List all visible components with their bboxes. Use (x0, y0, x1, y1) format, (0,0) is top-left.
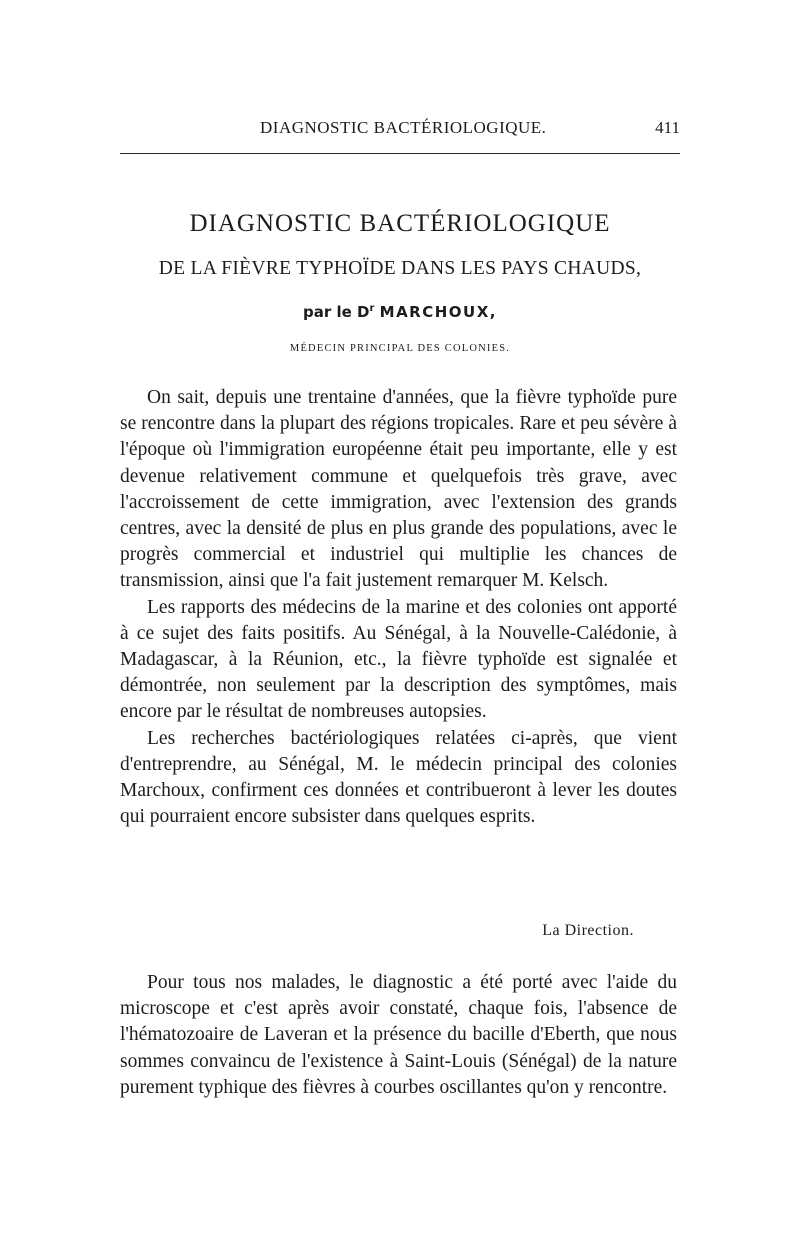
author-affiliation: MÉDECIN PRINCIPAL DES COLONIES. (289, 343, 511, 354)
main-text (120, 970, 677, 1101)
author-prefix: par le D (303, 303, 370, 321)
paragraph: Les rapports des médecins de la marine et des colonies ont apporté à ce sujet des faits positifs. Au Sénégal, à la Nouvelle-Calédonie, à Madagascar, à la Réunion, etc., la fièvre typhoïde est signalée et démontrée, non seulement par la description des symptômes, mais encore par le résultat de nombreuses autopsies. (120, 596, 677, 723)
header-rule (120, 153, 680, 154)
author-line (0, 303, 800, 321)
paragraph: Les recherches bactériologiques relatées ci-après, que vient d'entreprendre, au Sénégal, M. le médecin principal des colonies Marchoux, confirment ces données et contribueront à lever les doutes qui pourraient encore subsister dans quelques esprits. (120, 727, 677, 828)
running-title: DIAGNOSTIC BACTÉRIOLOGIQUE. (260, 118, 547, 137)
paragraph: Pour tous nos malades, le diagnostic a été porté avec l'aide du microscope et c'est après avoir constaté, chaque fois, l'absence de l'hématozoaire de Laveran et la présence du bacille d'Eberth, que nous sommes convaincu de l'existence à Saint-Louis (Sénégal) de la nature purement typhique des fièvres à courbes oscillantes qu'on y rencontre. (120, 972, 677, 1098)
page-number: 411 (655, 118, 680, 137)
running-header (120, 118, 680, 142)
author-prefix-superscript: r (369, 303, 375, 314)
paragraph: On sait, depuis une trentaine d'années, que la fièvre typhoïde pure se rencontre dans la plupart des régions tropicales. Rare et peu sévère à l'époque où l'immigration européenne était peu importante, elle y est devenue relativement commune et quelquefois très grave, avec l'accroissement de cette immigration, avec l'extension des grands centres, avec la densité de plus en plus grande des populations, avec le progrès commercial et industriel qui multiplie les chances de transmission, ainsi que l'a fait justement remarquer M. Kelsch. (120, 387, 677, 592)
intro-text (120, 385, 677, 830)
article-title: DIAGNOSTIC BACTÉRIOLOGIQUE (189, 210, 611, 237)
editor-signature: La Direction. (542, 922, 634, 939)
author-name: MARCHOUX, (379, 303, 497, 321)
article-subtitle: DE LA FIÈVRE TYPHOÏDE DANS LES PAYS CHAUDS, (158, 258, 642, 279)
